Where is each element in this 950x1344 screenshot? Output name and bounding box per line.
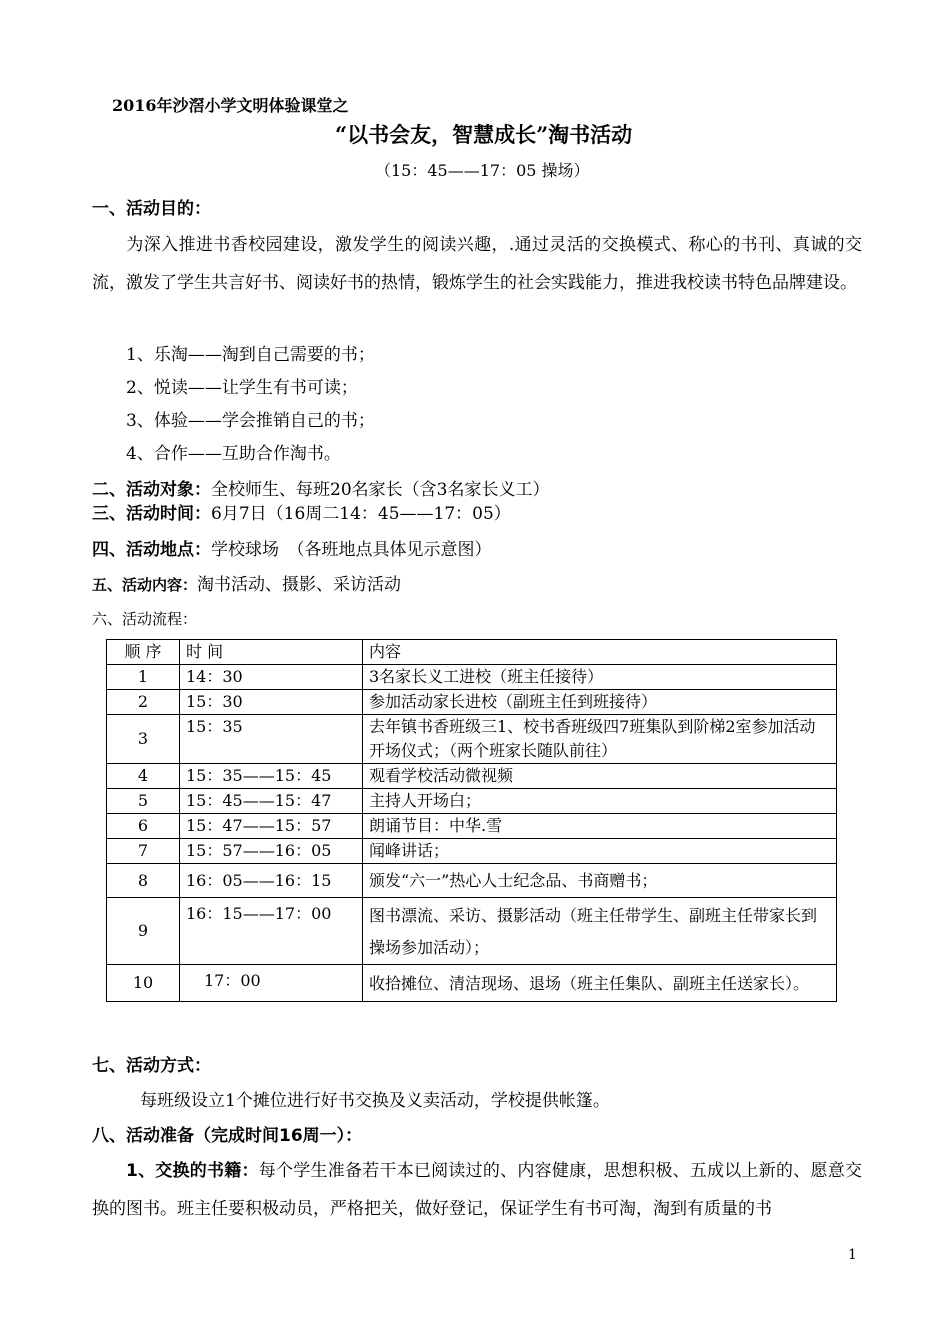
section-5 <box>92 573 401 597</box>
section-8-item-1-label: 1、交换的书籍： <box>126 1161 259 1181</box>
section-2-text: 全校师生、每班20名家长（含3名家长义工） <box>211 480 550 500</box>
row-number: 3 <box>107 715 180 764</box>
table-row <box>107 789 837 814</box>
table-header-row <box>107 640 837 665</box>
purpose-item-2: 2、悦读——让学生有书可读； <box>126 378 358 398</box>
row-number: 8 <box>107 864 180 898</box>
row-content: 去年镇书香班级三1、校书香班级四7班集队到阶梯2室参加活动开场仪式；（两个班家长随队前往） <box>363 715 837 764</box>
section-8-heading: 八、活动准备（完成时间16周一）： <box>92 1126 363 1146</box>
row-time: 16：05——16：15 <box>180 864 363 898</box>
section-8-item-1 <box>92 1152 862 1228</box>
schedule-table <box>106 639 837 1002</box>
row-number: 1 <box>107 665 180 690</box>
table-row <box>107 965 837 1002</box>
row-content: 主持人开场白； <box>363 789 837 814</box>
section-7-heading: 七、活动方式： <box>92 1056 211 1076</box>
row-number: 5 <box>107 789 180 814</box>
section-2 <box>92 478 549 502</box>
row-content: 颁发“六一”热心人士纪念品、书商赠书； <box>363 864 837 898</box>
row-number: 2 <box>107 690 180 715</box>
row-content: 闻峰讲话； <box>363 839 837 864</box>
table-row <box>107 898 837 965</box>
section-1-text: 为深入推进书香校园建设，激发学生的阅读兴趣，.通过灵活的交换模式、称心的书刊、真诚的交流，激发了学生共言好书、阅读好书的热情，锻炼学生的社会实践能力，推进我校读书特色品牌建设。 <box>92 235 862 293</box>
section-5-text: 淘书活动、摄影、采访活动 <box>197 575 402 595</box>
row-number: 6 <box>107 814 180 839</box>
row-content: 参加活动家长进校（副班主任到班接待） <box>363 690 837 715</box>
row-time: 15：35 <box>180 715 363 764</box>
table-row <box>107 814 837 839</box>
header-time: 时 间 <box>180 640 363 665</box>
section-8-item-1-text: 每个学生准备若干本已阅读过的、内容健康，思想积极、五成以上新的、愿意交换的图书。班主任要积极动员，严格把关，做好登记，保证学生有书可淘，淘到有质量的书 <box>92 1161 862 1219</box>
row-time: 15：45——15：47 <box>180 789 363 814</box>
purpose-item-4: 4、合作——互助合作淘书。 <box>126 444 341 464</box>
row-time: 16：15——17：00 <box>180 898 363 965</box>
header-content: 内容 <box>363 640 837 665</box>
row-number: 10 <box>107 965 180 1002</box>
section-2-heading: 二、活动对象： <box>92 480 211 500</box>
purpose-item-3: 3、体验——学会推销自己的书； <box>126 411 375 431</box>
table-row <box>107 690 837 715</box>
section-4 <box>92 538 492 562</box>
row-time: 17：00 <box>180 965 363 1002</box>
doc-title-main: “以书会友，智慧成长”淘书活动 <box>335 122 633 147</box>
row-content: 3名家长义工进校（班主任接待） <box>363 665 837 690</box>
section-1-heading: 一、活动目的： <box>92 199 211 219</box>
row-number: 9 <box>107 898 180 965</box>
section-3 <box>92 502 511 526</box>
row-time: 15：47——15：57 <box>180 814 363 839</box>
row-content: 观看学校活动微视频 <box>363 764 837 789</box>
row-time: 15：30 <box>180 690 363 715</box>
section-4-text: 学校球场 （各班地点具体见示意图） <box>211 540 492 560</box>
section-7-text: 每班级设立1个摊位进行好书交换及义卖活动，学校提供帐篷。 <box>140 1091 610 1111</box>
doc-subtitle: （15：45——17：05 操场） <box>375 161 590 180</box>
section-1-paragraph <box>92 226 862 302</box>
row-time: 15：57——16：05 <box>180 839 363 864</box>
row-number: 7 <box>107 839 180 864</box>
section-6-heading: 六、活动流程： <box>92 610 198 628</box>
table-row <box>107 665 837 690</box>
table-row <box>107 764 837 789</box>
row-content: 收拾摊位、清洁现场、退场（班主任集队、副班主任送家长）。 <box>363 965 837 1002</box>
section-3-heading: 三、活动时间： <box>92 504 211 524</box>
table-row <box>107 864 837 898</box>
table-row <box>107 715 837 764</box>
row-number: 4 <box>107 764 180 789</box>
section-4-heading: 四、活动地点： <box>92 540 211 560</box>
table-row <box>107 839 837 864</box>
section-5-heading: 五、活动内容： <box>92 576 198 594</box>
row-content: 图书漂流、采访、摄影活动（班主任带学生、副班主任带家长到操场参加活动）； <box>363 898 837 965</box>
header-order: 顺 序 <box>107 640 180 665</box>
doc-title-small: 2016年沙滘小学文明体验课堂之 <box>112 96 349 115</box>
section-3-text: 6月7日（16周二14：45——17：05） <box>211 504 511 524</box>
row-time: 14：30 <box>180 665 363 690</box>
purpose-item-1: 1、乐淘——淘到自己需要的书； <box>126 345 375 365</box>
row-time: 15：35——15：45 <box>180 764 363 789</box>
row-content: 朗诵节目：中华.雪 <box>363 814 837 839</box>
page-number: 1 <box>848 1247 857 1263</box>
